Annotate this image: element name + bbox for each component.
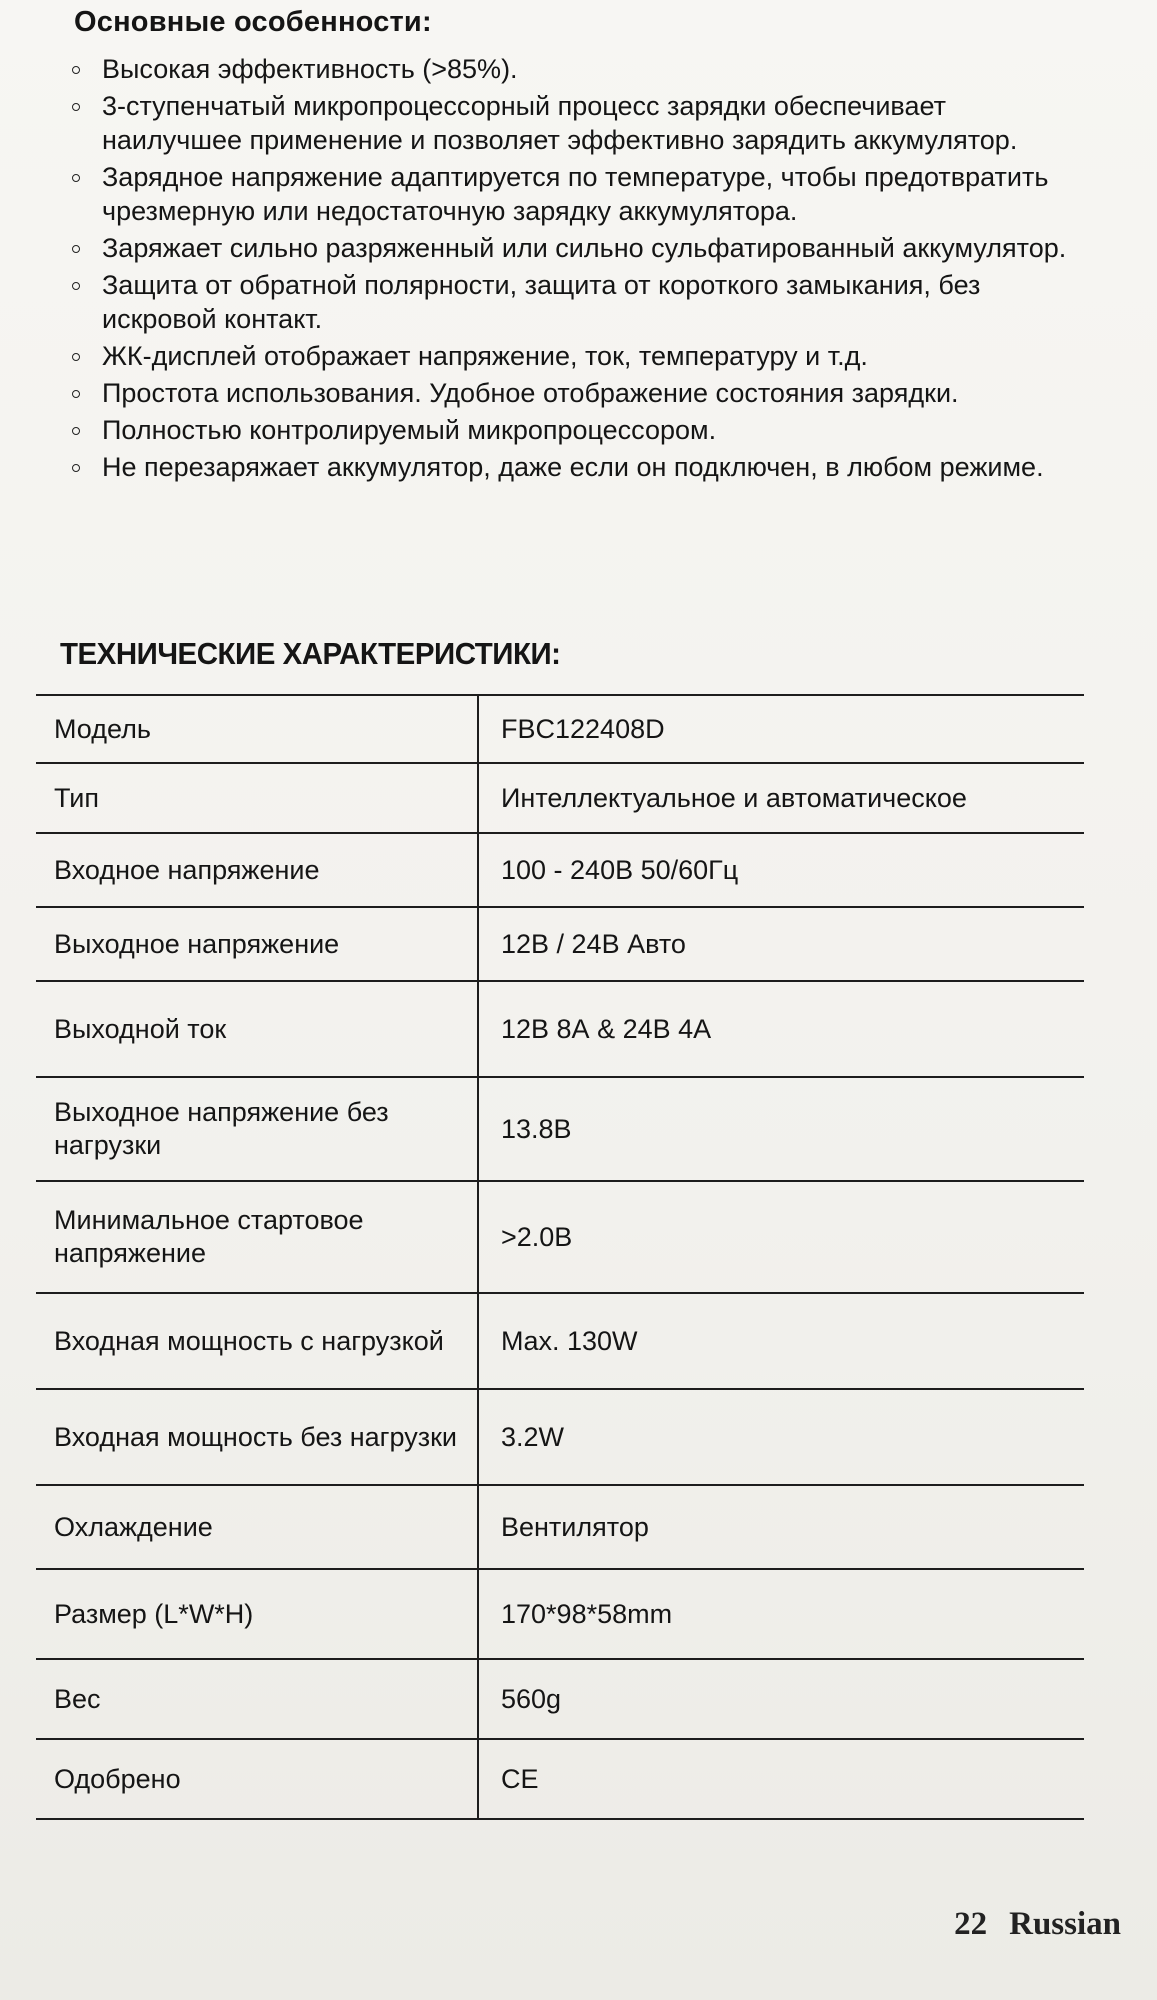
table-row	[36, 1293, 1084, 1389]
feature-item	[70, 339, 1080, 373]
language-label: Russian	[1009, 1906, 1121, 1942]
bullet-icon	[72, 245, 80, 253]
feature-item	[70, 450, 1080, 484]
feature-item	[70, 231, 1080, 265]
spec-label: Минимальное стартовое напряжение	[36, 1181, 478, 1293]
bullet-icon	[72, 66, 80, 74]
table-row	[36, 1569, 1084, 1659]
spec-value: 170*98*58mm	[478, 1569, 1084, 1659]
spec-value: 100 - 240В 50/60Гц	[478, 833, 1084, 907]
page-number: 22	[954, 1906, 988, 1942]
bullet-icon	[72, 103, 80, 111]
bullet-icon	[72, 353, 80, 361]
table-row	[36, 1485, 1084, 1569]
table-row	[36, 907, 1084, 981]
spec-label: Тип	[36, 763, 478, 833]
feature-item	[70, 413, 1080, 447]
page-footer	[954, 1906, 1121, 1943]
table-row	[36, 1077, 1084, 1181]
table-row	[36, 833, 1084, 907]
spec-label: Вес	[36, 1659, 478, 1739]
spec-value: 560g	[478, 1659, 1084, 1739]
feature-text: Зарядное напряжение адаптируется по температуре, чтобы предотвратить чрезмерную или недостаточную зарядку аккумулятора.	[102, 162, 1049, 226]
spec-value: Интеллектуальное и автоматическое	[478, 763, 1084, 833]
spec-value: Max. 130W	[478, 1293, 1084, 1389]
feature-item	[70, 376, 1080, 410]
specs-heading: ТЕХНИЧЕСКИЕ ХАРАКТЕРИСТИКИ:	[60, 636, 561, 671]
spec-value: 13.8В	[478, 1077, 1084, 1181]
bullet-icon	[72, 427, 80, 435]
feature-item	[70, 160, 1080, 228]
bullet-icon	[72, 174, 80, 182]
feature-item	[70, 52, 1080, 86]
feature-item	[70, 89, 1080, 157]
spec-value: >2.0В	[478, 1181, 1084, 1293]
feature-text: Высокая эффективность (>85%).	[102, 54, 518, 84]
feature-text: Не перезаряжает аккумулятор, даже если он подключен, в любом режиме.	[102, 452, 1044, 482]
specs-table	[36, 694, 1084, 1820]
table-row	[36, 981, 1084, 1077]
spec-value: CE	[478, 1739, 1084, 1819]
table-row	[36, 763, 1084, 833]
table-row	[36, 1389, 1084, 1485]
feature-text: ЖК-дисплей отображает напряжение, ток, температуру и т.д.	[102, 341, 868, 371]
spec-label: Размер (L*W*H)	[36, 1569, 478, 1659]
spec-label: Модель	[36, 695, 478, 763]
table-row	[36, 1659, 1084, 1739]
table-row	[36, 1181, 1084, 1293]
spec-label: Одобрено	[36, 1739, 478, 1819]
spec-label: Выходное напряжение без нагрузки	[36, 1077, 478, 1181]
feature-text: Заряжает сильно разряженный или сильно сульфатированный аккумулятор.	[102, 233, 1067, 263]
spec-value: 12В / 24В Авто	[478, 907, 1084, 981]
spec-label: Входная мощность без нагрузки	[36, 1389, 478, 1485]
spec-label: Выходное напряжение	[36, 907, 478, 981]
spec-label: Входная мощность с нагрузкой	[36, 1293, 478, 1389]
features-list	[70, 52, 1080, 487]
bullet-icon	[72, 390, 80, 398]
feature-item	[70, 268, 1080, 336]
bullet-icon	[72, 282, 80, 290]
spec-label: Выходной ток	[36, 981, 478, 1077]
spec-label: Входное напряжение	[36, 833, 478, 907]
feature-text: Полностью контролируемый микропроцессором.	[102, 415, 717, 445]
bullet-icon	[72, 464, 80, 472]
features-heading: Основные особенности:	[74, 6, 432, 38]
spec-value: FBC122408D	[478, 695, 1084, 763]
feature-text: Защита от обратной полярности, защита от короткого замыкания, без искровой контакт.	[102, 270, 981, 334]
feature-text: 3-ступенчатый микропроцессорный процесс зарядки обеспечивает наилучшее применение и позволяет эффективно зарядить аккумулятор.	[102, 91, 1018, 155]
table-row	[36, 1739, 1084, 1819]
spec-label: Охлаждение	[36, 1485, 478, 1569]
spec-value: 3.2W	[478, 1389, 1084, 1485]
table-row	[36, 695, 1084, 763]
spec-value: 12В 8А & 24В 4А	[478, 981, 1084, 1077]
spec-value: Вентилятор	[478, 1485, 1084, 1569]
feature-text: Простота использования. Удобное отображение состояния зарядки.	[102, 378, 959, 408]
